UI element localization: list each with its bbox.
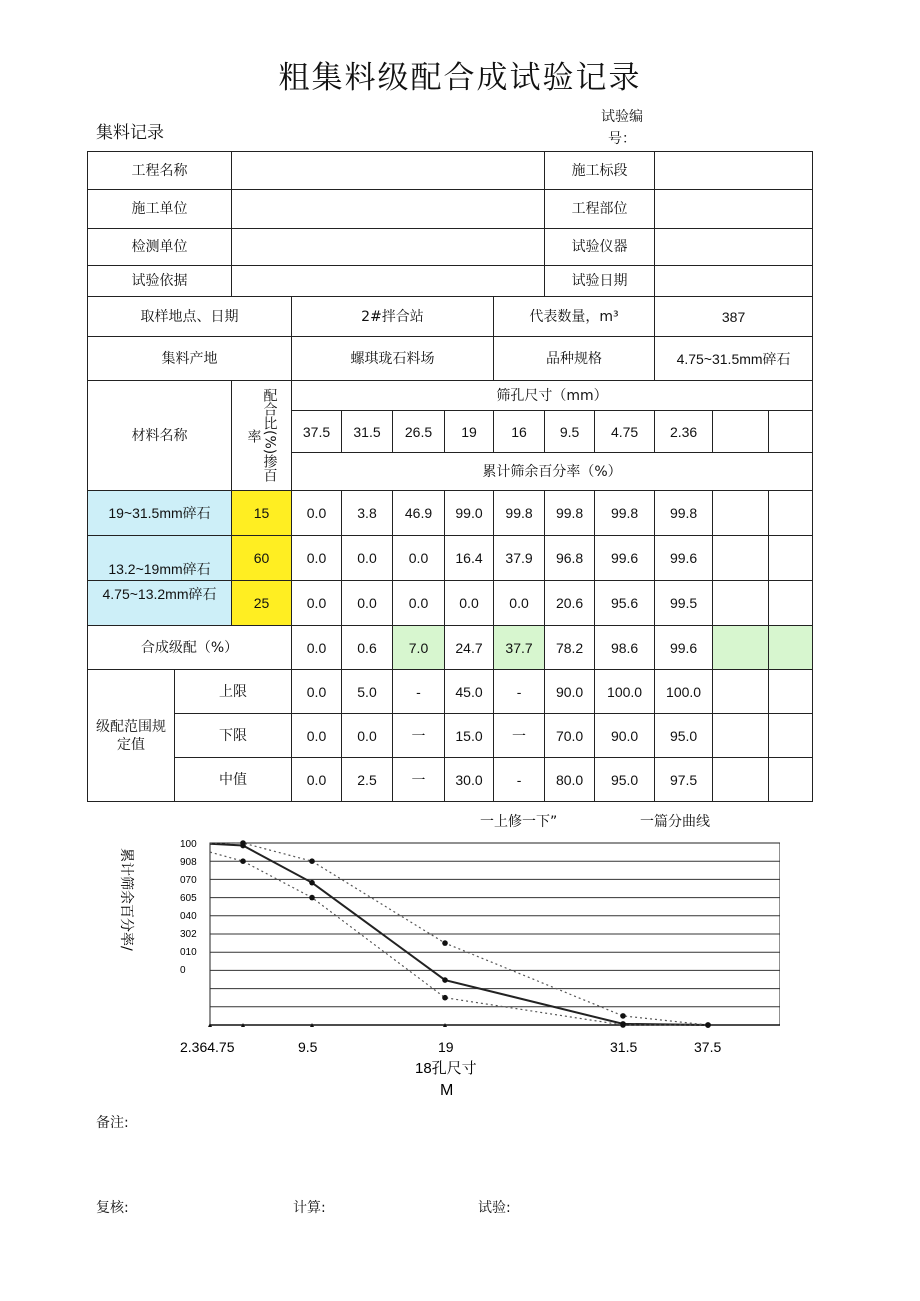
y-tick-labels — [180, 839, 197, 976]
info-value-cell[interactable] — [655, 266, 813, 297]
composite-cell: 7.0 — [393, 626, 445, 670]
sieve-size — [769, 411, 813, 453]
y-tick-label: 040 — [180, 911, 197, 922]
material-ratio[interactable]: 15 — [232, 491, 292, 536]
spec-label: 品种规格 — [494, 337, 655, 381]
limit-cell — [713, 758, 769, 802]
data-point — [620, 1013, 626, 1019]
gradation-chart — [100, 830, 780, 1110]
calc-label: 计算: — [293, 1200, 326, 1216]
limit-cell: 一 — [393, 758, 445, 802]
limit-cell: - — [494, 758, 545, 802]
residue-cell: 0.0 — [292, 491, 342, 536]
composite-cell: 78.2 — [545, 626, 595, 670]
residue-cell: 0.0 — [393, 581, 445, 626]
sieve-size: 26.5 — [393, 411, 445, 453]
sieve-size: 9.5 — [545, 411, 595, 453]
limit-cell: 0.0 — [292, 758, 342, 802]
composite-cell: 98.6 — [595, 626, 655, 670]
residue-cell: 99.8 — [545, 491, 595, 536]
info-row — [88, 297, 813, 337]
limits-group-label: 级配范围规定值 — [88, 670, 175, 802]
residue-cell: 99.6 — [655, 536, 713, 581]
chart-caption-left: 一上修一下” — [480, 814, 558, 830]
info-row — [88, 337, 813, 381]
composite-cell: 37.7 — [494, 626, 545, 670]
residue-cell — [713, 536, 769, 581]
composite-cell: 99.6 — [655, 626, 713, 670]
limit-row — [88, 758, 813, 802]
residue-cell — [713, 491, 769, 536]
data-point — [442, 940, 448, 946]
sieve-header-row — [88, 381, 813, 411]
info-value-cell[interactable] — [655, 152, 813, 190]
limit-cell: 2.5 — [342, 758, 393, 802]
limit-cell: 70.0 — [545, 714, 595, 758]
material-header: 材料名称 — [88, 381, 232, 491]
residue-cell: 96.8 — [545, 536, 595, 581]
residue-cell: 20.6 — [545, 581, 595, 626]
info-label: 试验仪器 — [545, 229, 655, 266]
residue-cell: 0.0 — [292, 536, 342, 581]
info-label: 检测单位 — [88, 229, 232, 266]
residue-cell: 46.9 — [393, 491, 445, 536]
limit-cell — [713, 670, 769, 714]
y-tick-label: 605 — [180, 893, 197, 904]
y-tick-label: 100 — [180, 839, 197, 850]
limit-label: 下限 — [175, 714, 292, 758]
limit-cell: 一 — [393, 714, 445, 758]
info-row — [88, 152, 813, 190]
limit-label: 上限 — [175, 670, 292, 714]
material-ratio[interactable]: 60 — [232, 536, 292, 581]
limit-cell: 0.0 — [292, 714, 342, 758]
spec-value: 4.75~31.5mm碎石 — [655, 337, 813, 381]
remarks-label: 备注: — [96, 1115, 129, 1131]
page-title: 粗集料级配合成试验记录 — [278, 60, 642, 96]
test-number-label: 试验编号： — [601, 109, 643, 147]
limit-cell: 5.0 — [342, 670, 393, 714]
sampling-label: 取样地点、日期 — [88, 297, 292, 337]
sieve-size: 4.75 — [595, 411, 655, 453]
residue-cell: 0.0 — [445, 581, 494, 626]
info-value-cell[interactable] — [232, 190, 545, 229]
residue-cell: 0.0 — [342, 581, 393, 626]
limit-row — [88, 670, 813, 714]
limit-cell: 100.0 — [655, 670, 713, 714]
sieve-size: 19 — [445, 411, 494, 453]
limit-cell: 95.0 — [595, 758, 655, 802]
info-label: 工程部位 — [545, 190, 655, 229]
info-value-cell[interactable] — [232, 266, 545, 297]
test-label: 试验: — [478, 1200, 511, 1216]
composite-cell — [713, 626, 769, 670]
data-point — [442, 977, 448, 983]
y-tick-label: 302 — [180, 929, 197, 940]
sieve-size: 37.5 — [292, 411, 342, 453]
residue-cell: 16.4 — [445, 536, 494, 581]
composite-cell: 0.0 — [292, 626, 342, 670]
quantity-label: 代表数量，m³ — [494, 297, 655, 337]
info-label: 施工单位 — [88, 190, 232, 229]
composite-cell: 0.6 — [342, 626, 393, 670]
x-tick-label: 19 — [438, 1039, 454, 1055]
residue-cell: 99.5 — [655, 581, 713, 626]
y-tick-label: 908 — [180, 857, 197, 868]
limit-cell: 97.5 — [655, 758, 713, 802]
quantity-value: 387 — [655, 297, 813, 337]
ratio-header — [232, 381, 292, 491]
info-value-cell[interactable] — [655, 190, 813, 229]
limit-cell — [769, 670, 813, 714]
limit-cell: 30.0 — [445, 758, 494, 802]
x-tick-labels — [180, 1039, 721, 1055]
info-value-cell[interactable] — [232, 152, 545, 190]
composite-cell: 24.7 — [445, 626, 494, 670]
info-label: 试验日期 — [545, 266, 655, 297]
residue-cell: 3.8 — [342, 491, 393, 536]
limit-cell: 45.0 — [445, 670, 494, 714]
x-tick-label: 37.5 — [694, 1039, 722, 1055]
residue-cell: 99.8 — [655, 491, 713, 536]
data-point — [309, 895, 315, 901]
data-point — [620, 1022, 626, 1028]
info-value-cell[interactable] — [655, 229, 813, 266]
composite-cell — [769, 626, 813, 670]
limit-cell: 0.0 — [342, 714, 393, 758]
residue-cell: 37.9 — [494, 536, 545, 581]
material-name: 19~31.5mm碎石 — [88, 491, 232, 536]
section-label: 集料记录 — [96, 123, 164, 143]
chart-caption-right: 一篇分曲线 — [640, 814, 710, 830]
info-label: 试验依据 — [88, 266, 232, 297]
residue-title: 累计筛余百分率（%） — [292, 453, 813, 491]
y-axis-label: 累计筛余百分率/ — [118, 848, 134, 951]
data-point — [705, 1022, 711, 1028]
residue-cell: 0.0 — [393, 536, 445, 581]
x-tick-label: 9.5 — [298, 1039, 318, 1055]
residue-cell — [713, 581, 769, 626]
residue-cell: 99.0 — [445, 491, 494, 536]
composite-row — [88, 626, 813, 670]
limit-cell: 0.0 — [292, 670, 342, 714]
limit-cell: - — [494, 670, 545, 714]
material-name: 4.75~13.2mm碎石 — [88, 581, 232, 626]
data-point — [309, 858, 315, 864]
composite-label: 合成级配（%） — [88, 626, 292, 670]
review-label: 复核: — [96, 1200, 129, 1216]
material-row — [88, 491, 813, 536]
ratio-header-text: 配合比(%)掺百率 — [245, 388, 278, 483]
info-label: 施工标段 — [545, 152, 655, 190]
material-row — [88, 581, 813, 626]
chart-grid — [208, 843, 780, 1027]
material-row — [88, 536, 813, 581]
sieve-size: 16 — [494, 411, 545, 453]
limit-cell: 一 — [494, 714, 545, 758]
x-axis-label-line1: 18孔尺寸 — [415, 1060, 477, 1077]
sieve-title: 筛孔尺寸（mm） — [292, 381, 813, 411]
info-value-cell[interactable] — [232, 229, 545, 266]
x-tick-label: 2.364.75 — [180, 1039, 235, 1055]
x-tick-label: 31.5 — [610, 1039, 638, 1055]
limit-cell: 15.0 — [445, 714, 494, 758]
material-ratio[interactable]: 25 — [232, 581, 292, 626]
data-point — [240, 858, 246, 864]
limit-cell — [713, 714, 769, 758]
y-tick-label: 0 — [180, 965, 186, 976]
info-label: 工程名称 — [88, 152, 232, 190]
info-row — [88, 190, 813, 229]
residue-cell — [769, 581, 813, 626]
limit-label: 中值 — [175, 758, 292, 802]
residue-cell: 0.0 — [342, 536, 393, 581]
limit-cell: 100.0 — [595, 670, 655, 714]
residue-cell: 99.8 — [494, 491, 545, 536]
data-point — [240, 840, 246, 846]
limit-cell — [769, 714, 813, 758]
y-tick-label: 010 — [180, 947, 197, 958]
x-axis-label-line2: M — [440, 1082, 454, 1099]
residue-cell — [769, 491, 813, 536]
info-row — [88, 266, 813, 297]
limit-cell — [769, 758, 813, 802]
sieve-size: 2.36 — [655, 411, 713, 453]
origin-label: 集料产地 — [88, 337, 292, 381]
data-point — [442, 995, 448, 1001]
origin-value: 螺琪珑石料场 — [292, 337, 494, 381]
y-tick-label: 070 — [180, 875, 197, 886]
limit-cell: 80.0 — [545, 758, 595, 802]
data-point — [309, 880, 315, 886]
residue-cell: 99.8 — [595, 491, 655, 536]
residue-cell: 99.6 — [595, 536, 655, 581]
residue-cell — [769, 536, 813, 581]
record-table — [87, 151, 813, 802]
residue-cell: 95.6 — [595, 581, 655, 626]
residue-cell: 0.0 — [494, 581, 545, 626]
record-table-wrapper — [87, 151, 813, 802]
sieve-size: 31.5 — [342, 411, 393, 453]
limit-cell: 90.0 — [595, 714, 655, 758]
info-row — [88, 229, 813, 266]
limit-cell: 95.0 — [655, 714, 713, 758]
limit-cell: - — [393, 670, 445, 714]
limit-row — [88, 714, 813, 758]
sampling-value: 2#拌合站 — [292, 297, 494, 337]
limit-cell: 90.0 — [545, 670, 595, 714]
sieve-size — [713, 411, 769, 453]
residue-cell: 0.0 — [292, 581, 342, 626]
material-name: 13.2~19mm碎石 — [88, 536, 232, 581]
